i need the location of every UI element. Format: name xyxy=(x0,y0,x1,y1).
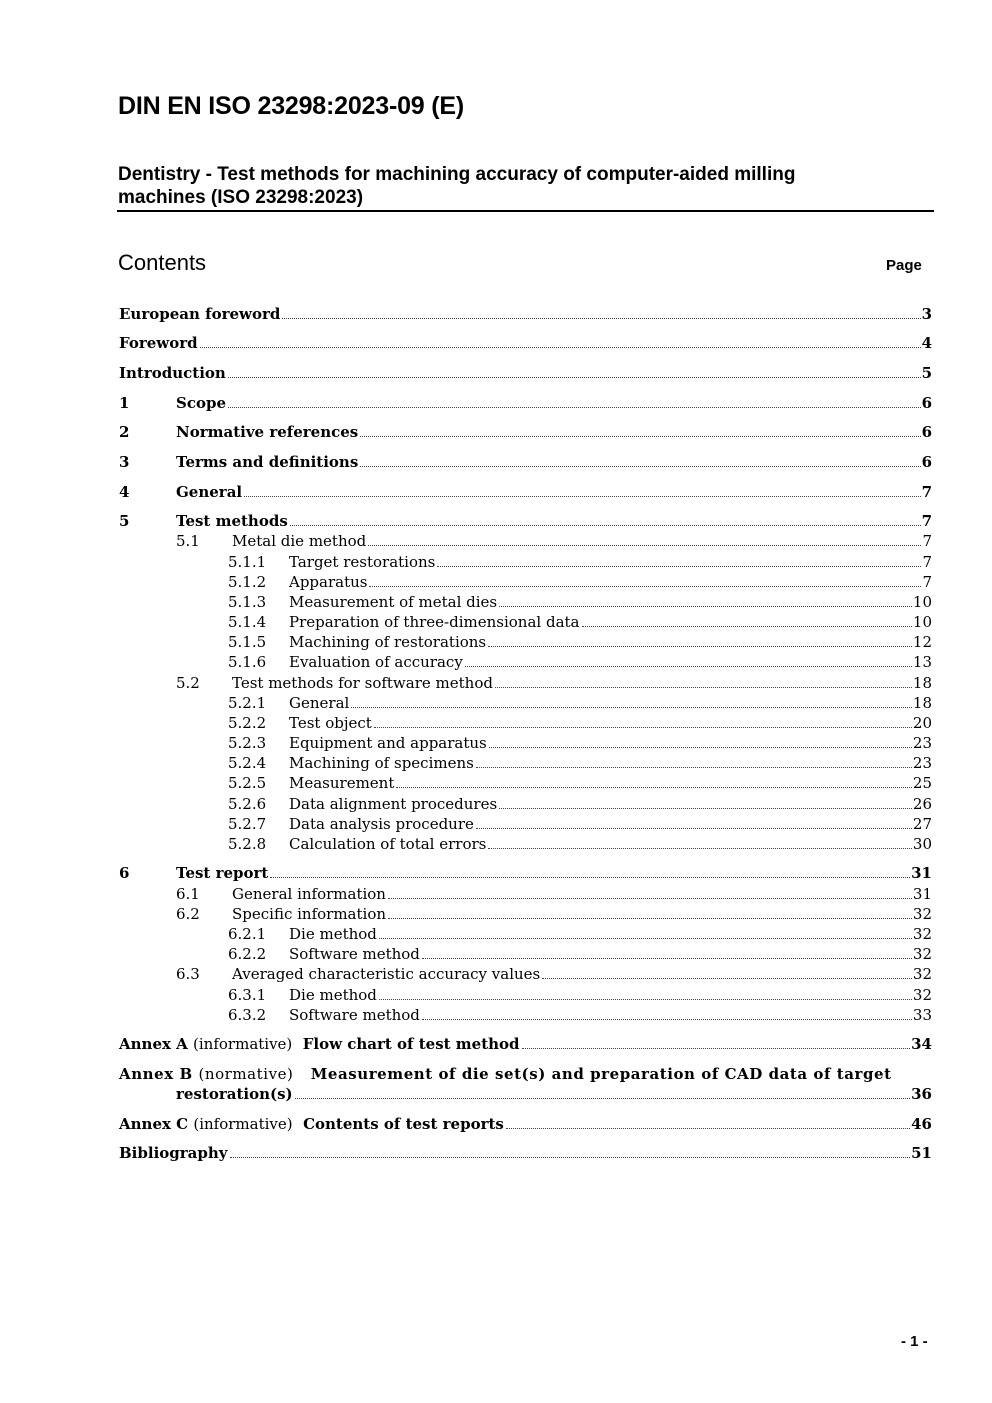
toc-page: 32 xyxy=(912,965,932,983)
toc-leader xyxy=(542,978,912,979)
toc-number: 6.2.1 xyxy=(228,925,267,943)
toc-page: 31 xyxy=(911,864,932,882)
toc-entry[interactable] xyxy=(0,363,992,383)
toc-leader xyxy=(368,545,921,546)
toc-page: 7 xyxy=(921,483,932,501)
toc-number: 5.1.3 xyxy=(228,593,267,611)
toc-entry[interactable] xyxy=(0,964,992,984)
toc-page: 26 xyxy=(912,795,932,813)
toc-entry[interactable] xyxy=(0,612,992,632)
toc-number: 1 xyxy=(119,394,130,412)
toc-leader xyxy=(476,828,912,829)
toc-entry[interactable] xyxy=(0,1005,992,1025)
toc-title: Data alignment procedures xyxy=(289,795,498,813)
toc-title: Specific information xyxy=(232,905,387,923)
toc-title: Target restorations xyxy=(289,553,436,571)
toc-number: 6.3.2 xyxy=(228,1006,267,1024)
toc-title: General information xyxy=(232,885,386,903)
page-number: - 1 - xyxy=(901,1333,928,1350)
toc-leader xyxy=(270,877,910,878)
toc-title: Foreword xyxy=(119,334,198,352)
toc-title: Scope xyxy=(176,394,227,412)
toc-entry[interactable] xyxy=(0,733,992,753)
toc-leader xyxy=(499,808,912,809)
toc-page: 4 xyxy=(921,334,932,352)
toc-entry[interactable] xyxy=(0,452,992,472)
toc-entry[interactable] xyxy=(0,753,992,773)
toc-leader xyxy=(374,727,912,728)
toc-page: 10 xyxy=(912,593,932,611)
toc-leader xyxy=(379,999,912,1000)
toc-number: 2 xyxy=(119,423,130,441)
toc-page: 46 xyxy=(911,1115,932,1133)
toc-title: Software method xyxy=(289,1006,420,1024)
toc-leader xyxy=(282,318,920,319)
toc-number: 5.2 xyxy=(176,674,200,692)
toc-entry-annex-b[interactable] xyxy=(119,1064,892,1084)
toc-number: 5.2.6 xyxy=(228,795,267,813)
toc-page: 12 xyxy=(912,633,932,651)
toc-page: 5 xyxy=(921,364,932,382)
toc-entry[interactable] xyxy=(0,673,992,693)
toc-leader xyxy=(488,848,912,849)
toc-title: Averaged characteristic accuracy values xyxy=(232,965,541,983)
toc-entry[interactable] xyxy=(0,393,992,413)
toc-title: European foreword xyxy=(119,305,281,323)
toc-number: 5.1.5 xyxy=(228,633,267,651)
toc-page: 32 xyxy=(912,986,932,1004)
annex-type: (informative) xyxy=(193,1035,293,1053)
toc-leader xyxy=(388,918,912,919)
toc-title: Flow chart of test method xyxy=(302,1035,520,1053)
toc-number: 5 xyxy=(119,512,130,530)
toc-entry[interactable] xyxy=(0,944,992,964)
toc-number: 6.1 xyxy=(176,885,200,903)
toc-number: 5.2.4 xyxy=(228,754,267,772)
toc-page: 10 xyxy=(912,613,932,631)
toc-entry[interactable] xyxy=(0,552,992,572)
toc-entry[interactable] xyxy=(0,333,992,353)
toc-title: Apparatus xyxy=(289,573,368,591)
annex-type: (informative) xyxy=(193,1115,293,1133)
annex-type: (normative) xyxy=(198,1065,294,1083)
toc-leader xyxy=(228,377,921,378)
document-id: DIN EN ISO 23298:2023-09 (E) xyxy=(118,92,464,120)
toc-leader xyxy=(290,525,921,526)
toc-title: General xyxy=(289,694,350,712)
toc-number: 6 xyxy=(119,864,130,882)
toc-entry[interactable] xyxy=(0,773,992,793)
toc-title: Machining of restorations xyxy=(289,633,487,651)
toc-title: Calculation of total errors xyxy=(289,835,487,853)
toc-entry[interactable] xyxy=(0,422,992,442)
toc-leader xyxy=(489,747,912,748)
toc-entry[interactable] xyxy=(0,863,992,883)
toc-title: Software method xyxy=(289,945,420,963)
toc-number: 6.2 xyxy=(176,905,200,923)
toc-leader xyxy=(506,1128,910,1129)
toc-entry[interactable] xyxy=(0,531,992,551)
toc-leader xyxy=(422,1019,912,1020)
toc-number: 5.1.4 xyxy=(228,613,267,631)
toc-title: General xyxy=(176,483,243,501)
toc-leader xyxy=(488,646,912,647)
toc-entry[interactable] xyxy=(0,814,992,834)
toc-number: 5.1.2 xyxy=(228,573,267,591)
toc-leader xyxy=(228,407,921,408)
toc-leader xyxy=(582,626,912,627)
toc-leader xyxy=(369,586,921,587)
toc-number: 6.2.2 xyxy=(228,945,267,963)
contents-heading: Contents xyxy=(118,250,207,275)
toc-entry-annex-b-cont[interactable] xyxy=(0,1084,992,1104)
toc-page: 36 xyxy=(911,1085,932,1103)
toc-title: Test object xyxy=(289,714,372,732)
toc-number: 6.3 xyxy=(176,965,200,983)
toc-entry[interactable] xyxy=(0,884,992,904)
toc-leader xyxy=(295,1098,911,1099)
toc-page: 6 xyxy=(921,394,932,412)
toc-entry[interactable] xyxy=(0,572,992,592)
page-column-label: Page xyxy=(886,257,922,274)
toc-leader xyxy=(465,666,912,667)
toc-leader xyxy=(396,787,912,788)
toc-title: Metal die method xyxy=(232,532,367,550)
toc-page: 7 xyxy=(921,512,932,530)
toc-leader xyxy=(200,347,921,348)
toc-entry[interactable] xyxy=(0,794,992,814)
toc-page: 6 xyxy=(921,423,932,441)
toc-page: 23 xyxy=(912,754,932,772)
toc-number: 5.2.8 xyxy=(228,835,267,853)
toc-page: 13 xyxy=(912,653,932,671)
toc-entry[interactable] xyxy=(0,985,992,1005)
toc-page: 18 xyxy=(912,674,932,692)
toc-title: restoration(s) xyxy=(176,1085,293,1103)
toc-title: Measurement of metal dies xyxy=(289,593,498,611)
toc-entry[interactable] xyxy=(0,904,992,924)
toc-entry[interactable] xyxy=(0,713,992,733)
toc-number: 3 xyxy=(119,453,130,471)
toc-title: Die method xyxy=(289,925,377,943)
toc-page: 33 xyxy=(912,1006,932,1024)
toc-leader xyxy=(437,566,921,567)
toc-title: Terms and definitions xyxy=(176,453,359,471)
toc-entry-annex-c[interactable] xyxy=(0,1114,992,1134)
toc-number: 5.1.1 xyxy=(228,553,267,571)
toc-leader xyxy=(476,767,912,768)
toc-leader xyxy=(360,436,920,437)
toc-title: Test methods xyxy=(176,512,288,530)
toc-page: 7 xyxy=(922,573,932,591)
toc-leader xyxy=(230,1157,911,1158)
toc-page: 23 xyxy=(912,734,932,752)
annex-label: Annex A xyxy=(119,1035,188,1053)
toc-page: 32 xyxy=(912,945,932,963)
toc-entry-bibliography[interactable] xyxy=(0,1143,992,1163)
toc-entry[interactable] xyxy=(0,924,992,944)
toc-number: 5.2.3 xyxy=(228,734,267,752)
toc-number: 5.1.6 xyxy=(228,653,267,671)
toc-page: 3 xyxy=(921,305,932,323)
toc-entry[interactable] xyxy=(0,592,992,612)
toc-page: 31 xyxy=(912,885,932,903)
toc-title: Test methods for software method xyxy=(232,674,493,692)
toc-entry[interactable] xyxy=(0,511,992,531)
toc-title: Preparation of three-dimensional data xyxy=(289,613,580,631)
toc-entry[interactable] xyxy=(0,693,992,713)
toc-entry[interactable] xyxy=(0,482,992,502)
toc-leader xyxy=(388,898,912,899)
annex-label: Annex C xyxy=(119,1115,189,1133)
toc-number: 6.3.1 xyxy=(228,986,267,1004)
toc-entry[interactable] xyxy=(0,632,992,652)
toc-page: 32 xyxy=(912,925,932,943)
toc-number: 5.2.2 xyxy=(228,714,267,732)
toc-page: 25 xyxy=(912,774,932,792)
toc-leader xyxy=(522,1048,911,1049)
toc-page: 51 xyxy=(911,1144,932,1162)
toc-page: 7 xyxy=(922,553,932,571)
toc-page: 7 xyxy=(922,532,932,550)
toc-title: Equipment and apparatus xyxy=(289,734,487,752)
annex-label: Annex B xyxy=(119,1065,193,1083)
toc-title: Introduction xyxy=(119,364,226,382)
toc-number: 5.2.7 xyxy=(228,815,267,833)
toc-title: Normative references xyxy=(176,423,359,441)
toc-entry[interactable] xyxy=(0,834,992,854)
toc-title: Die method xyxy=(289,986,377,1004)
toc-title: Machining of specimens xyxy=(289,754,474,772)
toc-page: 6 xyxy=(921,453,932,471)
toc-title: Test report xyxy=(176,864,269,882)
toc-number: 5.2.5 xyxy=(228,774,267,792)
document-title: Dentistry - Test methods for machining accuracy of computer-aided milling machines (ISO 23298:2023) xyxy=(118,164,796,208)
toc-leader xyxy=(351,707,912,708)
toc-number: 5.1 xyxy=(176,532,200,550)
toc-title: Measurement xyxy=(289,774,395,792)
toc-entry[interactable] xyxy=(0,652,992,672)
toc-entry-annex-a[interactable] xyxy=(0,1034,992,1054)
toc-leader xyxy=(495,687,912,688)
toc-leader xyxy=(244,496,920,497)
toc-leader xyxy=(422,958,912,959)
toc-leader xyxy=(379,938,912,939)
toc-page: 32 xyxy=(912,905,932,923)
toc-page: 18 xyxy=(912,694,932,712)
toc-title: Evaluation of accuracy xyxy=(289,653,463,671)
toc-number: 5.2.1 xyxy=(228,694,267,712)
toc-page: 27 xyxy=(912,815,932,833)
toc-page: 34 xyxy=(911,1035,932,1053)
toc-title: Data analysis procedure xyxy=(289,815,474,833)
toc-number: 4 xyxy=(119,483,130,501)
toc-title: Bibliography xyxy=(119,1144,228,1162)
toc-leader xyxy=(499,606,912,607)
toc-leader xyxy=(360,466,920,467)
toc-title: Measurement of die set(s) and preparation of CAD data of target xyxy=(310,1065,892,1083)
toc-page: 20 xyxy=(912,714,932,732)
toc-page: 30 xyxy=(912,835,932,853)
toc-entry[interactable] xyxy=(0,304,992,324)
toc-title: Contents of test reports xyxy=(303,1115,504,1133)
